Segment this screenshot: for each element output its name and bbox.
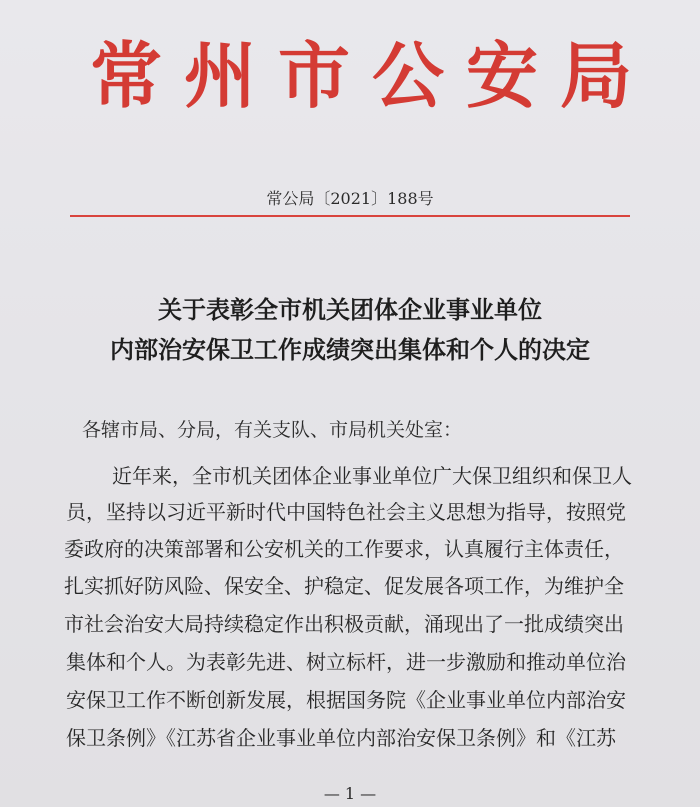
red-divider — [70, 215, 630, 217]
salutation: 各辖市局、分局，有关支队、市局机关处室： — [82, 419, 463, 441]
document-number: 常公局〔2021〕188号 — [266, 189, 434, 208]
title-line-2: 内部治安保卫工作成绩突出集体和个人的决定 — [110, 335, 590, 364]
body-line: 委政府的决策部署和公安机关的工作要求，认真履行主体责任， — [64, 537, 624, 561]
body-line: 保卫条例》《江苏省企业事业单位内部治安保卫条例》和《江苏 — [66, 726, 616, 750]
body-line: 员，坚持以习近平新时代中国特色社会主义思想为指导，按照党 — [66, 500, 626, 524]
document-title — [0, 290, 700, 370]
org-title: 常州市公安局 — [89, 33, 654, 118]
body-line: 市社会治安大局持续稳定作出积极贡献，涌现出了一批成绩突出 — [64, 612, 624, 636]
body-line: 近年来，全市机关团体企业事业单位广大保卫组织和保卫人 — [112, 464, 632, 488]
body-line: 扎实抓好防风险、保安全、护稳定、促发展各项工作，为维护全 — [64, 574, 624, 598]
body-line: 集体和个人。为表彰先进、树立标杆，进一步激励和推动单位治 — [66, 650, 626, 674]
title-line-1: 关于表彰全市机关团体企业事业单位 — [158, 295, 542, 324]
body-line: 安保卫工作不断创新发展，根据国务院《企业事业单位内部治安 — [66, 688, 626, 712]
page-number: — 1 — — [323, 784, 377, 803]
